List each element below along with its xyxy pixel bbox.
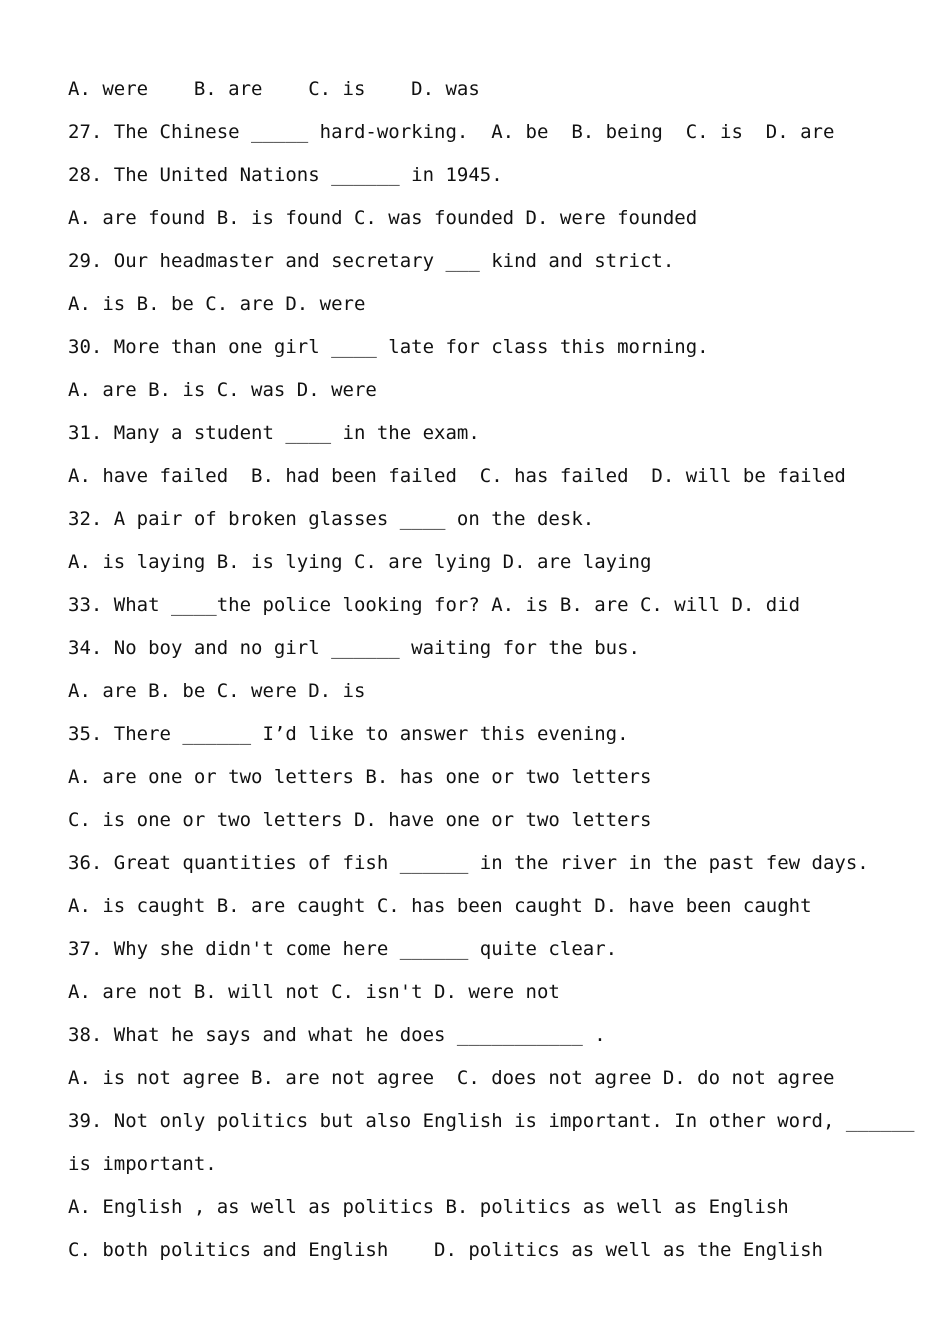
text-line: A. are found B. is found C. was founded D. were founded — [68, 207, 698, 229]
text-line: A. are one or two letters B. has one or two letters — [68, 766, 652, 788]
text-line: A. were B. are C. is D. was — [68, 78, 480, 100]
text-line: C. is one or two letters D. have one or two letters — [68, 809, 652, 831]
text-line: 32. A pair of broken glasses ____ on the desk. — [68, 508, 595, 530]
text-line: A. English , as well as politics B. politics as well as English — [68, 1196, 789, 1218]
text-line: 33. What ____the police looking for? A. is B. are C. will D. did — [68, 594, 801, 616]
text-line: 31. Many a student ____ in the exam. — [68, 422, 480, 444]
text-line: A. is laying B. is lying C. are lying D. are laying — [68, 551, 652, 573]
text-line: A. have failed B. had been failed C. has failed D. will be failed — [68, 465, 846, 487]
text-line: A. is not agree B. are not agree C. does not agree D. do not agree — [68, 1067, 835, 1089]
text-line: 35. There ______ I’d like to answer this evening. — [68, 723, 629, 745]
text-line: 30. More than one girl ____ late for class this morning. — [68, 336, 709, 358]
text-line: A. are B. be C. were D. is — [68, 680, 366, 702]
text-line: 28. The United Nations ______ in 1945. — [68, 164, 503, 186]
text-line: 27. The Chinese _____ hard-working. A. be B. being C. is D. are — [68, 121, 835, 143]
text-line: A. are not B. will not C. isn't D. were not — [68, 981, 560, 1003]
text-line: 29. Our headmaster and secretary ___ kind and strict. — [68, 250, 675, 272]
text-line: A. is B. be C. are D. were — [68, 293, 366, 315]
text-line: 38. What he says and what he does ___________ . — [68, 1024, 606, 1046]
text-line: A. are B. is C. was D. were — [68, 379, 377, 401]
text-line: 39. Not only politics but also English is important. In other word, ______ — [68, 1110, 915, 1132]
text-line: C. both politics and English D. politics as well as the English — [68, 1239, 823, 1261]
text-line: 37. Why she didn't come here ______ quite clear. — [68, 938, 618, 960]
text-line: A. is caught B. are caught C. has been caught D. have been caught — [68, 895, 812, 917]
text-line: 36. Great quantities of fish ______ in the river in the past few days. — [68, 852, 869, 874]
text-line: is important. — [68, 1153, 217, 1175]
text-line: 34. No boy and no girl ______ waiting for the bus. — [68, 637, 640, 659]
